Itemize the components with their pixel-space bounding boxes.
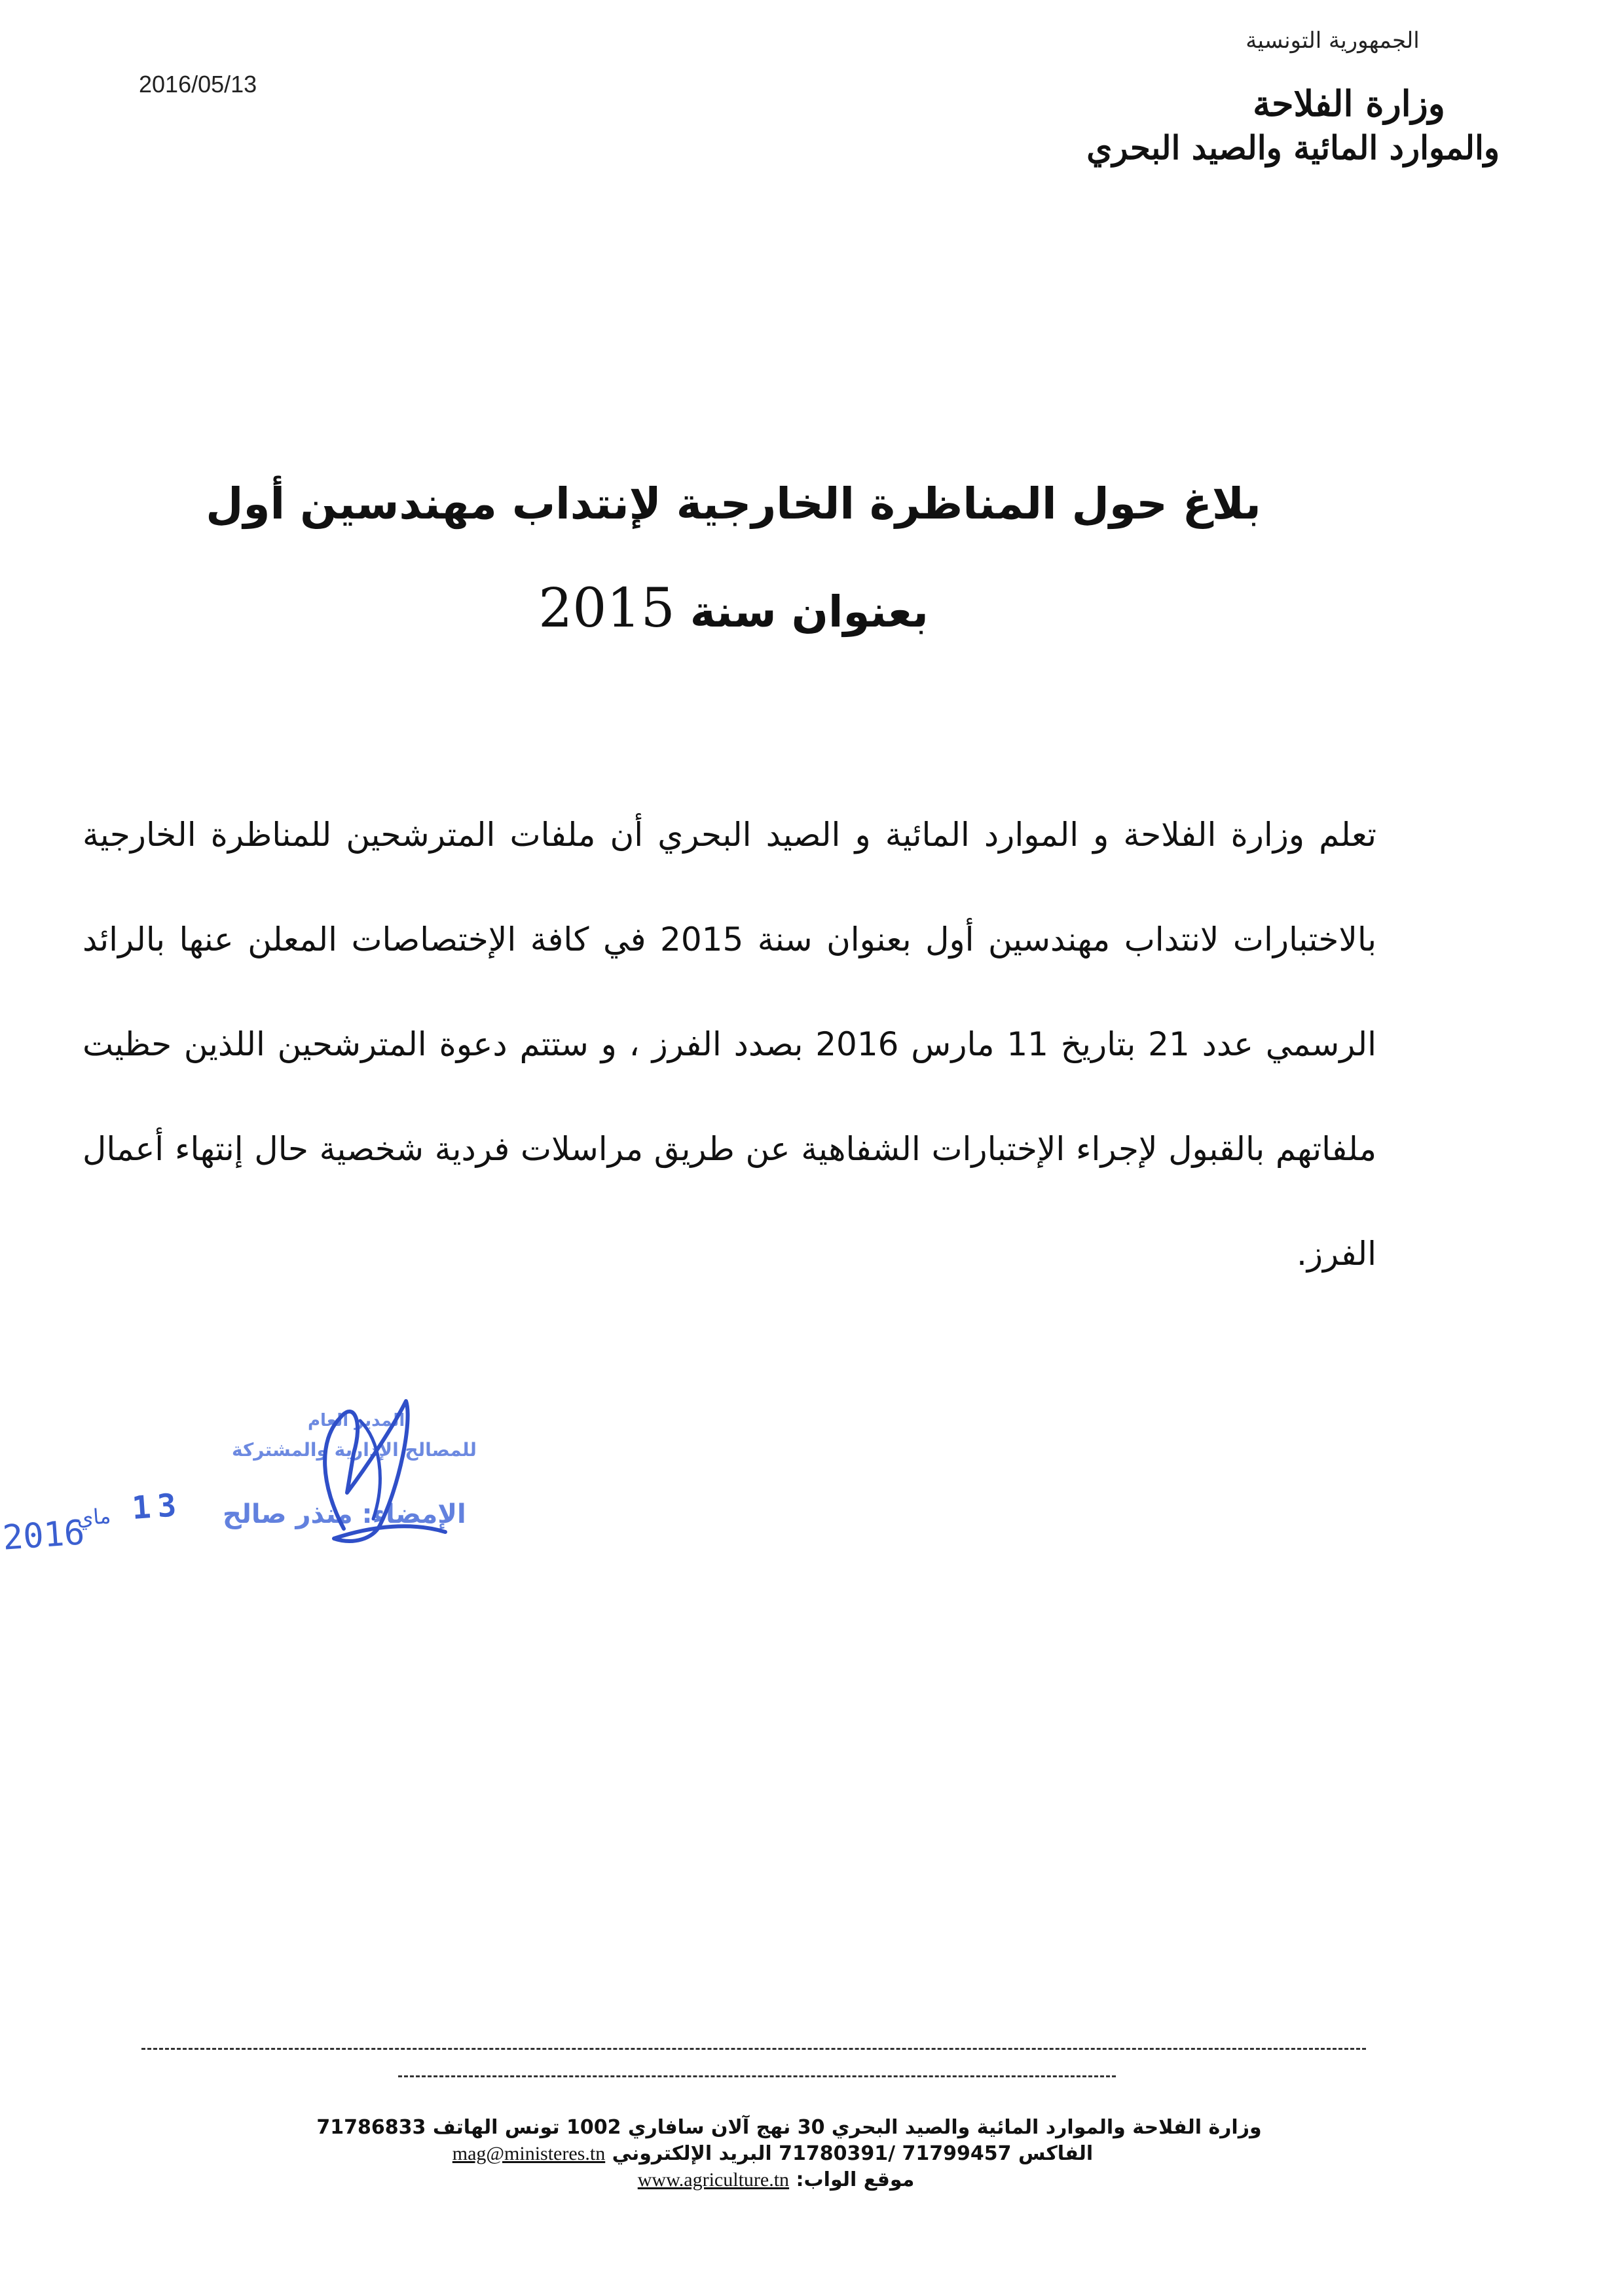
footer-divider-bottom (398, 2075, 1116, 2077)
ministry-name-line1: وزارة الفلاحة (1253, 82, 1445, 124)
footer-fax-label: الفاكس (1018, 2142, 1094, 2165)
footer-website-link[interactable]: www.agriculture.tn (637, 2169, 790, 2191)
title-line2-words: بعنوان سنة (690, 587, 929, 637)
date-stamp-year: 2016 (1, 1513, 86, 1558)
announcement-body: تعلم وزارة الفلاحة و الموارد المائية و الصيد البحري أن ملفات المترشحين للمناظرة الخارجية بالاختبارات لانتداب مهندسين أول بعنوان سنة 2015 في كافة الإختصاصات المعلن عنها بالرائد الرسمي عدد 21 بتاريخ 11 مارس 2016 بصدد الفرز ، و ستتم دعوة المترشحين اللذين حظيت ملفاتهم بالقبول لإجراء الإختبارات الشفاهية عن طريق مراسلات فردية شخصية حال إنتهاء أعمال الفرز. (83, 816, 1377, 1273)
footer-website-line (0, 2167, 1624, 2193)
title-line1: بلاغ حول المناظرة الخارجية لإنتداب مهندسين أول (206, 479, 1261, 529)
footer-contact (0, 2115, 1624, 2193)
handwritten-signature (282, 1381, 478, 1565)
stamp-line2: للمصالح الإدارية والمشتركة (232, 1439, 477, 1461)
footer-fax: 71780391/ 71799457 (779, 2142, 1012, 2165)
letterhead (1086, 27, 1500, 169)
title-line2 (0, 576, 1624, 645)
stamp-line1: المدير العام (308, 1411, 405, 1430)
date-stamp-month: ماي (75, 1503, 112, 1531)
republic-name: الجمهورية التونسية (1246, 27, 1420, 54)
footer-address: وزارة الفلاحة والموارد المائية والصيد البحري 30 نهج آلان سافاري 1002 تونس الهاتف (432, 2116, 1262, 2139)
footer-email-label: البريد الإلكتروني (612, 2142, 772, 2165)
footer-divider-top (141, 2048, 1366, 2050)
footer-phone: 71786833 (316, 2116, 426, 2139)
stamp-line3: الإمضاء: منذر صالح (223, 1499, 466, 1529)
title-year: 2015 (538, 577, 675, 640)
footer-email-link[interactable]: mag@ministeres.tn (452, 2143, 606, 2164)
official-stamp-signature (216, 1381, 583, 1565)
ministry-name-line2: والموارد المائية والصيد البحري (1086, 128, 1500, 167)
document-date: 2016/05/13 (139, 71, 257, 98)
date-stamp-day: 13 (130, 1486, 185, 1527)
date-stamp (0, 1485, 207, 1558)
footer-fax-email-line (0, 2141, 1624, 2167)
announcement-title (0, 471, 1624, 645)
footer-address-line (0, 2115, 1624, 2141)
footer-website-label: موقع الواب: (796, 2168, 915, 2191)
